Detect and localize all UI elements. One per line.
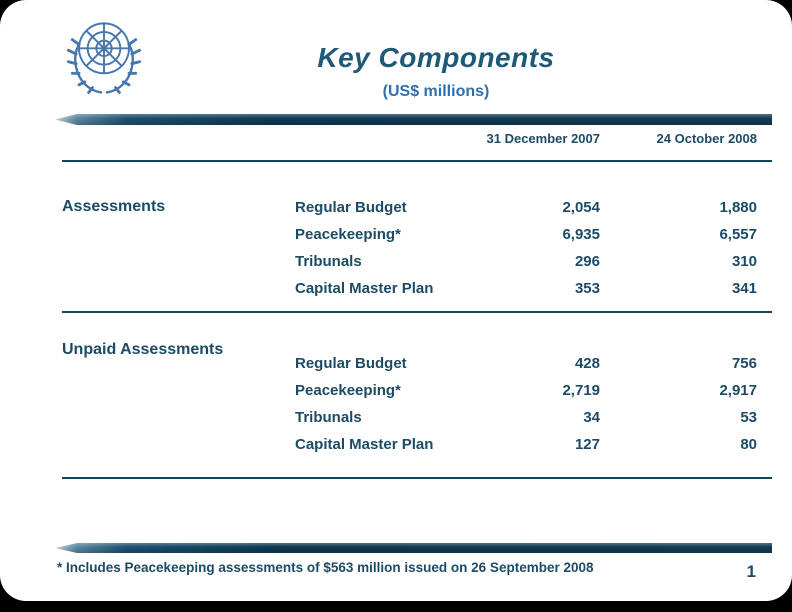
table-row [62,377,772,404]
assessments-rows [62,194,772,302]
mid-rule [62,311,772,313]
divider-bar-bottom [55,543,772,553]
row-item-label: Regular Budget [295,355,407,372]
table-row [62,275,772,302]
table-row [62,350,772,377]
row-value-2008: 341 [731,280,757,297]
row-item-label: Capital Master Plan [295,280,434,297]
row-value-2007: 353 [574,280,600,297]
group-label-unpaid-assessments: Unpaid Assessments [62,341,224,358]
row-value-2008: 2,917 [719,382,757,399]
bottom-rule [62,477,772,479]
row-value-2008: 756 [731,355,757,372]
row-value-2007: 34 [583,409,600,426]
row-item-label: Tribunals [295,409,362,426]
row-value-2008: 53 [740,409,757,426]
group-label-assessments: Assessments [62,198,166,215]
row-value-2007: 2,719 [562,382,600,399]
divider-bar-top [55,114,772,125]
table-row [62,248,772,275]
row-value-2008: 80 [740,436,757,453]
column-header-2008: 24 October 2008 [656,131,757,146]
table-row [62,221,772,248]
table-column-headers [62,131,772,146]
row-value-2007: 6,935 [562,226,600,243]
table-row [62,404,772,431]
row-value-2008: 1,880 [719,199,757,216]
row-item-label: Peacekeeping* [295,382,401,399]
row-value-2007: 296 [574,253,600,270]
row-value-2007: 127 [574,436,600,453]
column-header-2007: 31 December 2007 [486,131,600,146]
page-number: 1 [746,562,756,581]
row-item-label: Regular Budget [295,199,407,216]
table-row [62,194,772,221]
page-subtitle: (US$ millions) [382,83,490,100]
header-rule [62,160,772,162]
row-item-label: Tribunals [295,253,362,270]
table-row [62,431,772,458]
row-value-2008: 6,557 [719,226,757,243]
row-value-2007: 428 [574,355,600,372]
row-value-2007: 2,054 [562,199,600,216]
row-value-2008: 310 [731,253,757,270]
row-item-label: Peacekeeping* [295,226,401,243]
page-title: Key Components [317,42,555,73]
row-item-label: Capital Master Plan [295,436,434,453]
footnote: * Includes Peacekeeping assessments of $563 million issued on 26 September 2008 [57,560,594,575]
unpaid-assessments-rows [62,350,772,458]
